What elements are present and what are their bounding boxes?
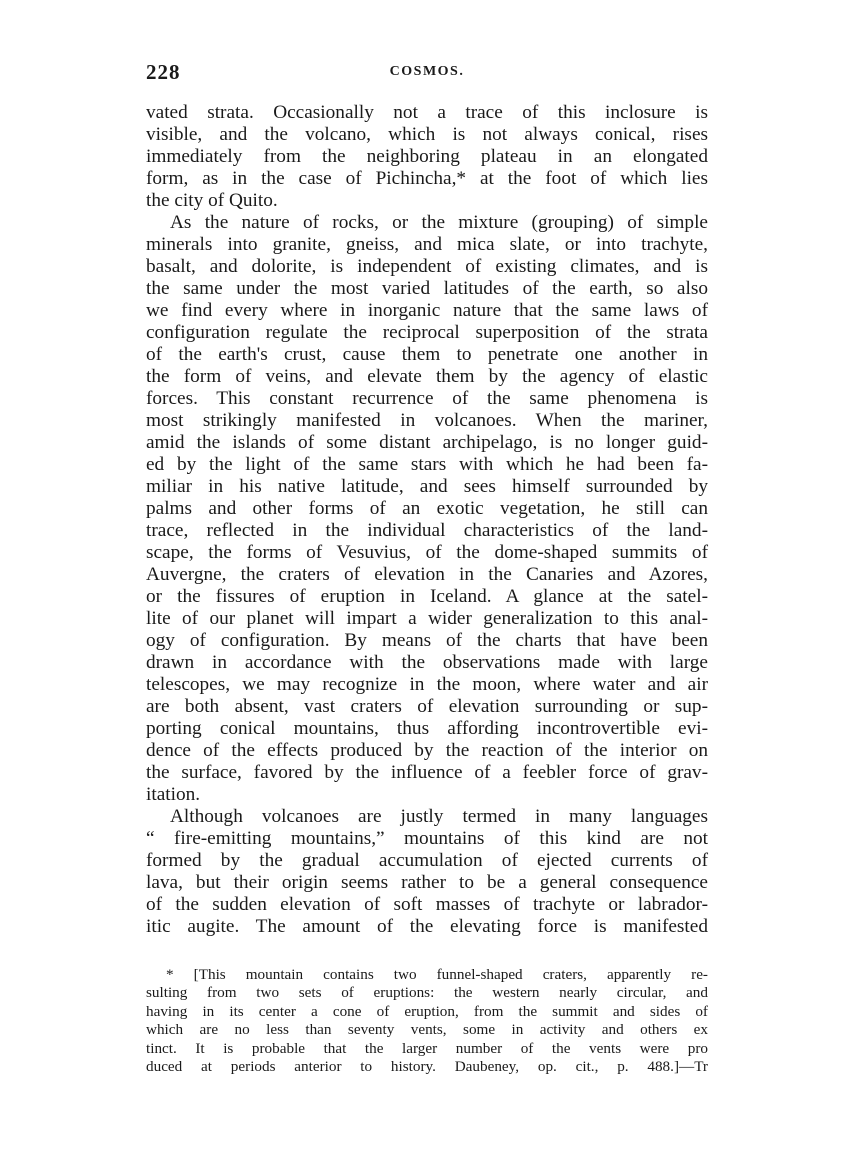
text-line: immediately from the neighboring plateau in an elongated (146, 146, 708, 167)
text-line: As the nature of rocks, or the mixture (grouping) of simple (170, 212, 708, 233)
text-line: are both absent, vast craters of elevation surrounding or sup- (146, 696, 708, 717)
text-line: of the earth's crust, cause them to penetrate one another in (146, 344, 708, 365)
footnote-line: duced at periods anterior to history. Daubeney, op. cit., p. 488.]—Tr (146, 1058, 708, 1076)
text-line: configuration regulate the reciprocal superposition of the strata (146, 322, 708, 343)
text-line: Auvergne, the craters of elevation in the Canaries and Azores, (146, 564, 708, 585)
footnote-line: * [This mountain contains two funnel-shaped craters, apparently re- (166, 966, 708, 983)
text-line: the form of veins, and elevate them by the agency of elastic (146, 366, 708, 387)
footnote-line: tinct. It is probable that the larger number of the vents were pro (146, 1039, 708, 1057)
text-line: or the fissures of eruption in Iceland. A glance at the satel- (146, 586, 708, 607)
text-line: of the sudden elevation of soft masses of trachyte or labrador- (146, 894, 708, 915)
text-line: Although volcanoes are justly termed in many languages (170, 806, 708, 827)
footnote-line: which are no less than seventy vents, some in activity and others ex (146, 1021, 708, 1039)
text-line: vated strata. Occasionally not a trace of this inclosure is (146, 102, 708, 123)
text-line: porting conical mountains, thus affording incontrovertible evi- (146, 718, 708, 739)
text-line: itation. (146, 784, 201, 805)
text-line: form, as in the case of Pichincha,* at the foot of which lies (146, 168, 708, 189)
footnote-line: sulting from two sets of eruptions: the western nearly circular, and (146, 984, 708, 1002)
text-line: minerals into granite, gneiss, and mica slate, or into trachyte, (146, 234, 708, 255)
text-line: dence of the effects produced by the reaction of the interior on (146, 740, 708, 761)
footnote-line: having in its center a cone of eruption, from the summit and sides of (146, 1002, 708, 1020)
text-line: lava, but their origin seems rather to be a general consequence (146, 872, 708, 893)
text-line: scape, the forms of Vesuvius, of the dome-shaped summits of (146, 542, 708, 563)
body-text (146, 102, 708, 938)
text-line: forces. This constant recurrence of the same phenomena is (146, 388, 708, 409)
text-line: most strikingly manifested in volcanoes. When the mariner, (146, 410, 708, 431)
text-line: amid the islands of some distant archipelago, is no longer guid- (146, 432, 708, 453)
text-line: drawn in accordance with the observations made with large (146, 652, 708, 673)
text-line: basalt, and dolorite, is independent of existing climates, and is (146, 256, 708, 277)
text-line: we find every where in inorganic nature that the same laws of (146, 300, 708, 321)
text-line: miliar in his native latitude, and sees himself surrounded by (146, 476, 708, 497)
text-line: ogy of configuration. By means of the charts that have been (146, 630, 708, 651)
text-line: palms and other forms of an exotic vegetation, he still can (146, 498, 708, 519)
text-line: ed by the light of the same stars with which he had been fa- (146, 454, 708, 475)
text-line: the surface, favored by the influence of a feebler force of grav- (146, 762, 708, 783)
footnote (146, 966, 708, 1076)
text-line: formed by the gradual accumulation of ejected currents of (146, 850, 708, 871)
text-line: telescopes, we may recognize in the moon, where water and air (146, 674, 708, 695)
text-line: lite of our planet will impart a wider generalization to this anal- (146, 608, 708, 629)
running-head (146, 60, 708, 86)
page-number: 228 (146, 60, 181, 84)
text-line: the same under the most varied latitudes of the earth, so also (146, 278, 708, 299)
text-line: visible, and the volcano, which is not always conical, rises (146, 124, 708, 145)
book-page (146, 60, 708, 1076)
text-line: “ fire-emitting mountains,” mountains of this kind are not (146, 828, 708, 849)
text-line: itic augite. The amount of the elevating force is manifested (146, 916, 708, 937)
running-title: COSMOS. (389, 64, 465, 79)
text-line: trace, reflected in the individual characteristics of the land- (146, 520, 708, 541)
text-line: the city of Quito. (146, 190, 278, 211)
